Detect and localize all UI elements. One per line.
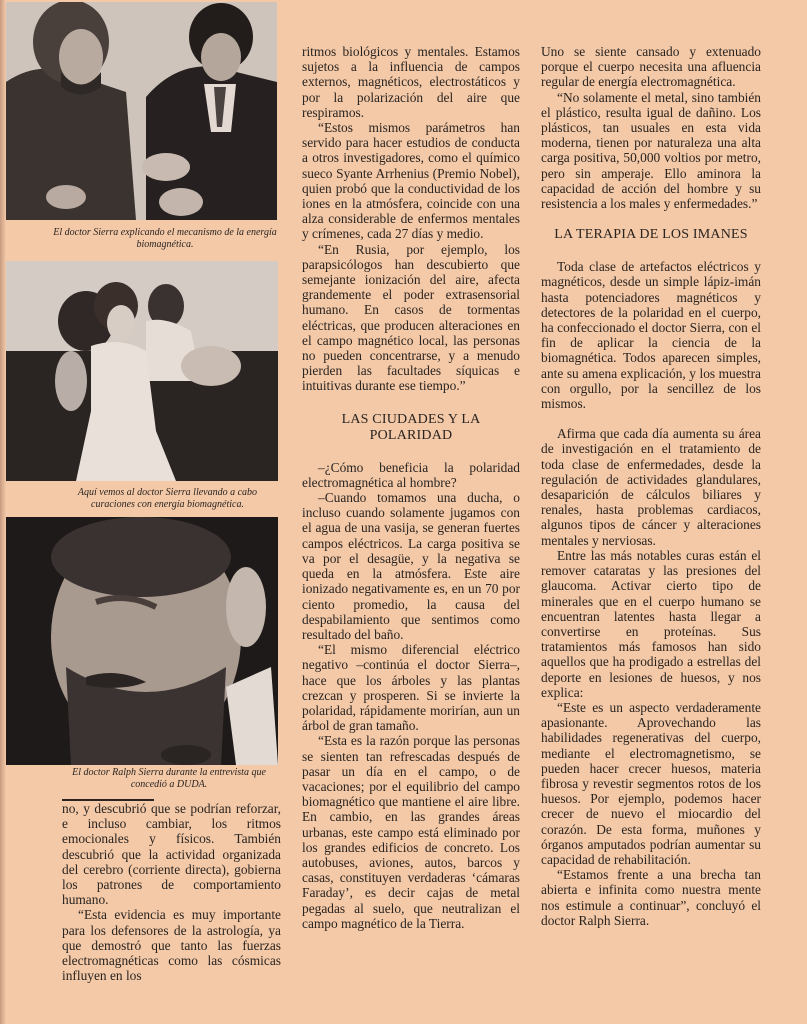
paragraph: –¿Cómo beneficia la polaridad electromagnética al hombre? [302,459,520,490]
column-2-text [302,44,520,931]
paragraph: “En Rusia, por ejemplo, los parapsicólogos han descubierto que semejante ionización del aire, afecta grandemente el poder extrasensorial humano. En casos de tormentas eléctricas, que producen alteraciones en el campo magnético local, las personas no pueden concentrarse, y a menudo pierden las facultades síquicas e intuitivas durante ese tiempo.” [302,241,520,394]
photo-doctor-explaining-image [6,2,277,220]
paragraph: –Cuando tomamos una ducha, o incluso cuando solamente jugamos con el agua de una vasija, se generan fuertes campos eléctricos. La carga positiva se va por el desagüe, y la negativa se queda en la atmósfera. Este aire ionizado negativamente es, en un 70 por ciento promedio, la causa del despabilamiento que sentimos como resultado del baño. [302,490,520,642]
photo-ralph-sierra-portrait [6,517,278,765]
paragraph: no, y descubrió que se podrían reforzar, e incluso cambiar, los ritmos emocionales y físicos. También descubrió que la actividad organizada del cerebro (corriente directa), gobierna los patrones de comportamiento humano. [62,801,281,908]
caption-photo-2: Aquí vemos al doctor Sierra llevando a cabo curaciones con energía biomagnética. [77,487,258,510]
caption-photo-1: El doctor Sierra explicando el mecanismo de la energía biomagnética. [53,227,277,250]
paragraph: “Estos mismos parámetros han servido para hacer estudios de conducta a otros investigadores, como el químico sueco Syante Arrhenius (Premio Nobel), quien probó que la conductividad de los iones en la atmósfera, coincide con una alza considerable de enfermos mentales y crímenes, cada 27 días y medio. [302,120,520,242]
paragraph: Toda clase de artefactos eléctricos y magnéticos, desde un simple lápiz-imán hasta potenciadores magnéticos y detectores de la polaridad en el cuerpo, ha confeccionado el doctor Sierra, con el fin de aplicar la ciencia de la biomagnética. Todos aparecen simples, ante su amena explicación, y los muestra con orgullo, por la sencillez de los mismos. [541,259,761,412]
section-heading-terapia: LA TERAPIA DE LOS IMANES [554,227,748,243]
paragraph: Entre las más notables curas están el remover cataratas y las presiones del glaucoma. Activar cierto tipo de minerales que en el cuerpo humano se encuentran latentes hasta llegar a convertirse en proteínas. Sus tratamientos más famosos han sido aquellos que ha prodigado a estrellas del deporte en lesiones de huesos, y nos explica: [541,547,761,700]
paragraph: “Estamos frente a una brecha tan abierta e infinita como nuestra mente nos estimule a continuar”, concluyó el doctor Ralph Sierra. [541,867,761,928]
paragraph: “Esta es la razón porque las personas se sienten tan refrescadas después de pasar un día en el campo, o de vacaciones; por el equilibrio del campo biomagnético que mantiene el aire libre. En cambio, en las grandes áreas urbanas, este campo está eliminado por los grandes edificios de concreto. Los autobuses, aviones, autos, barcos y casas, constituyen verdaderas ‘cámaras Faraday’, es decir cajas de metal pegadas al suelo, que neutralizan el campo magnético de la Tierra. [302,733,520,931]
paragraph: “Esta evidencia es muy importante para los defensores de la astrología, ya que demostró que tanto las fuerzas electromagnéticas como las cósmicas influyen en los [62,907,281,984]
column-1-text [62,801,281,983]
paragraph: “El mismo diferencial eléctrico negativo –continúa el doctor Sierra–, hace que los árboles y las plantas crezcan y prosperen. Si se invierte la polaridad, rápidamente morirían, aun un árbol de gran tamaño. [302,642,520,734]
paragraph: Afirma que cada día aumenta su área de investigación en el tratamiento de toda clase de enfermedades, desde la regulación de actividades glandulares, desaparición de cálculos biliares y renales, hasta problemas cardiacos, algunos tipos de cáncer y alteraciones mentales y nerviosas. [541,426,761,548]
paragraph: “Este es un aspecto verdaderamente apasionante. Aprovechando las habilidades regenerativas del cuerpo, mediante el electromagnetismo, se pueden hacer crecer huesos, materia fibrosa y revestir segmentos rotos de los huesos. Por ejemplo, podemos hacer crecer de nuevo el miocardio del corazón. De esta forma, muñones y órganos amputados podrían aumentar su capacidad de rehabilitación. [541,699,761,867]
photo-doctor-explaining [6,2,277,220]
caption-photo-3: El doctor Ralph Sierra durante la entrevista que concedió a DUDA. [72,767,266,790]
column-3-text [541,44,761,928]
paragraph: ritmos biológicos y mentales. Estamos sujetos a la influencia de campos externos, magnéticos, electrostáticos y por la polarización del aire que respiramos. [302,44,520,120]
paragraph: “No solamente el metal, sino también el plástico, resulta igual de dañino. Los plásticos, tan usuales en esta vida moderna, tienen por naturaleza una alta carga positiva, 50,000 voltios por metro, pero sin amperaje. Ello aminora la capacidad de acción del hombre y su resistencia a los males y enfermedades.” [541,89,761,212]
photo-ralph-sierra-portrait-image [6,517,278,765]
photo-doctor-healing-image [6,261,278,481]
photo-doctor-healing [6,261,278,481]
section-heading-ciudades: LAS CIUDADES Y LA POLARIDAD [341,411,481,443]
paragraph: Uno se siente cansado y extenuado porque el cuerpo necesita una afluencia regular de energía electromagnética. [541,44,761,90]
